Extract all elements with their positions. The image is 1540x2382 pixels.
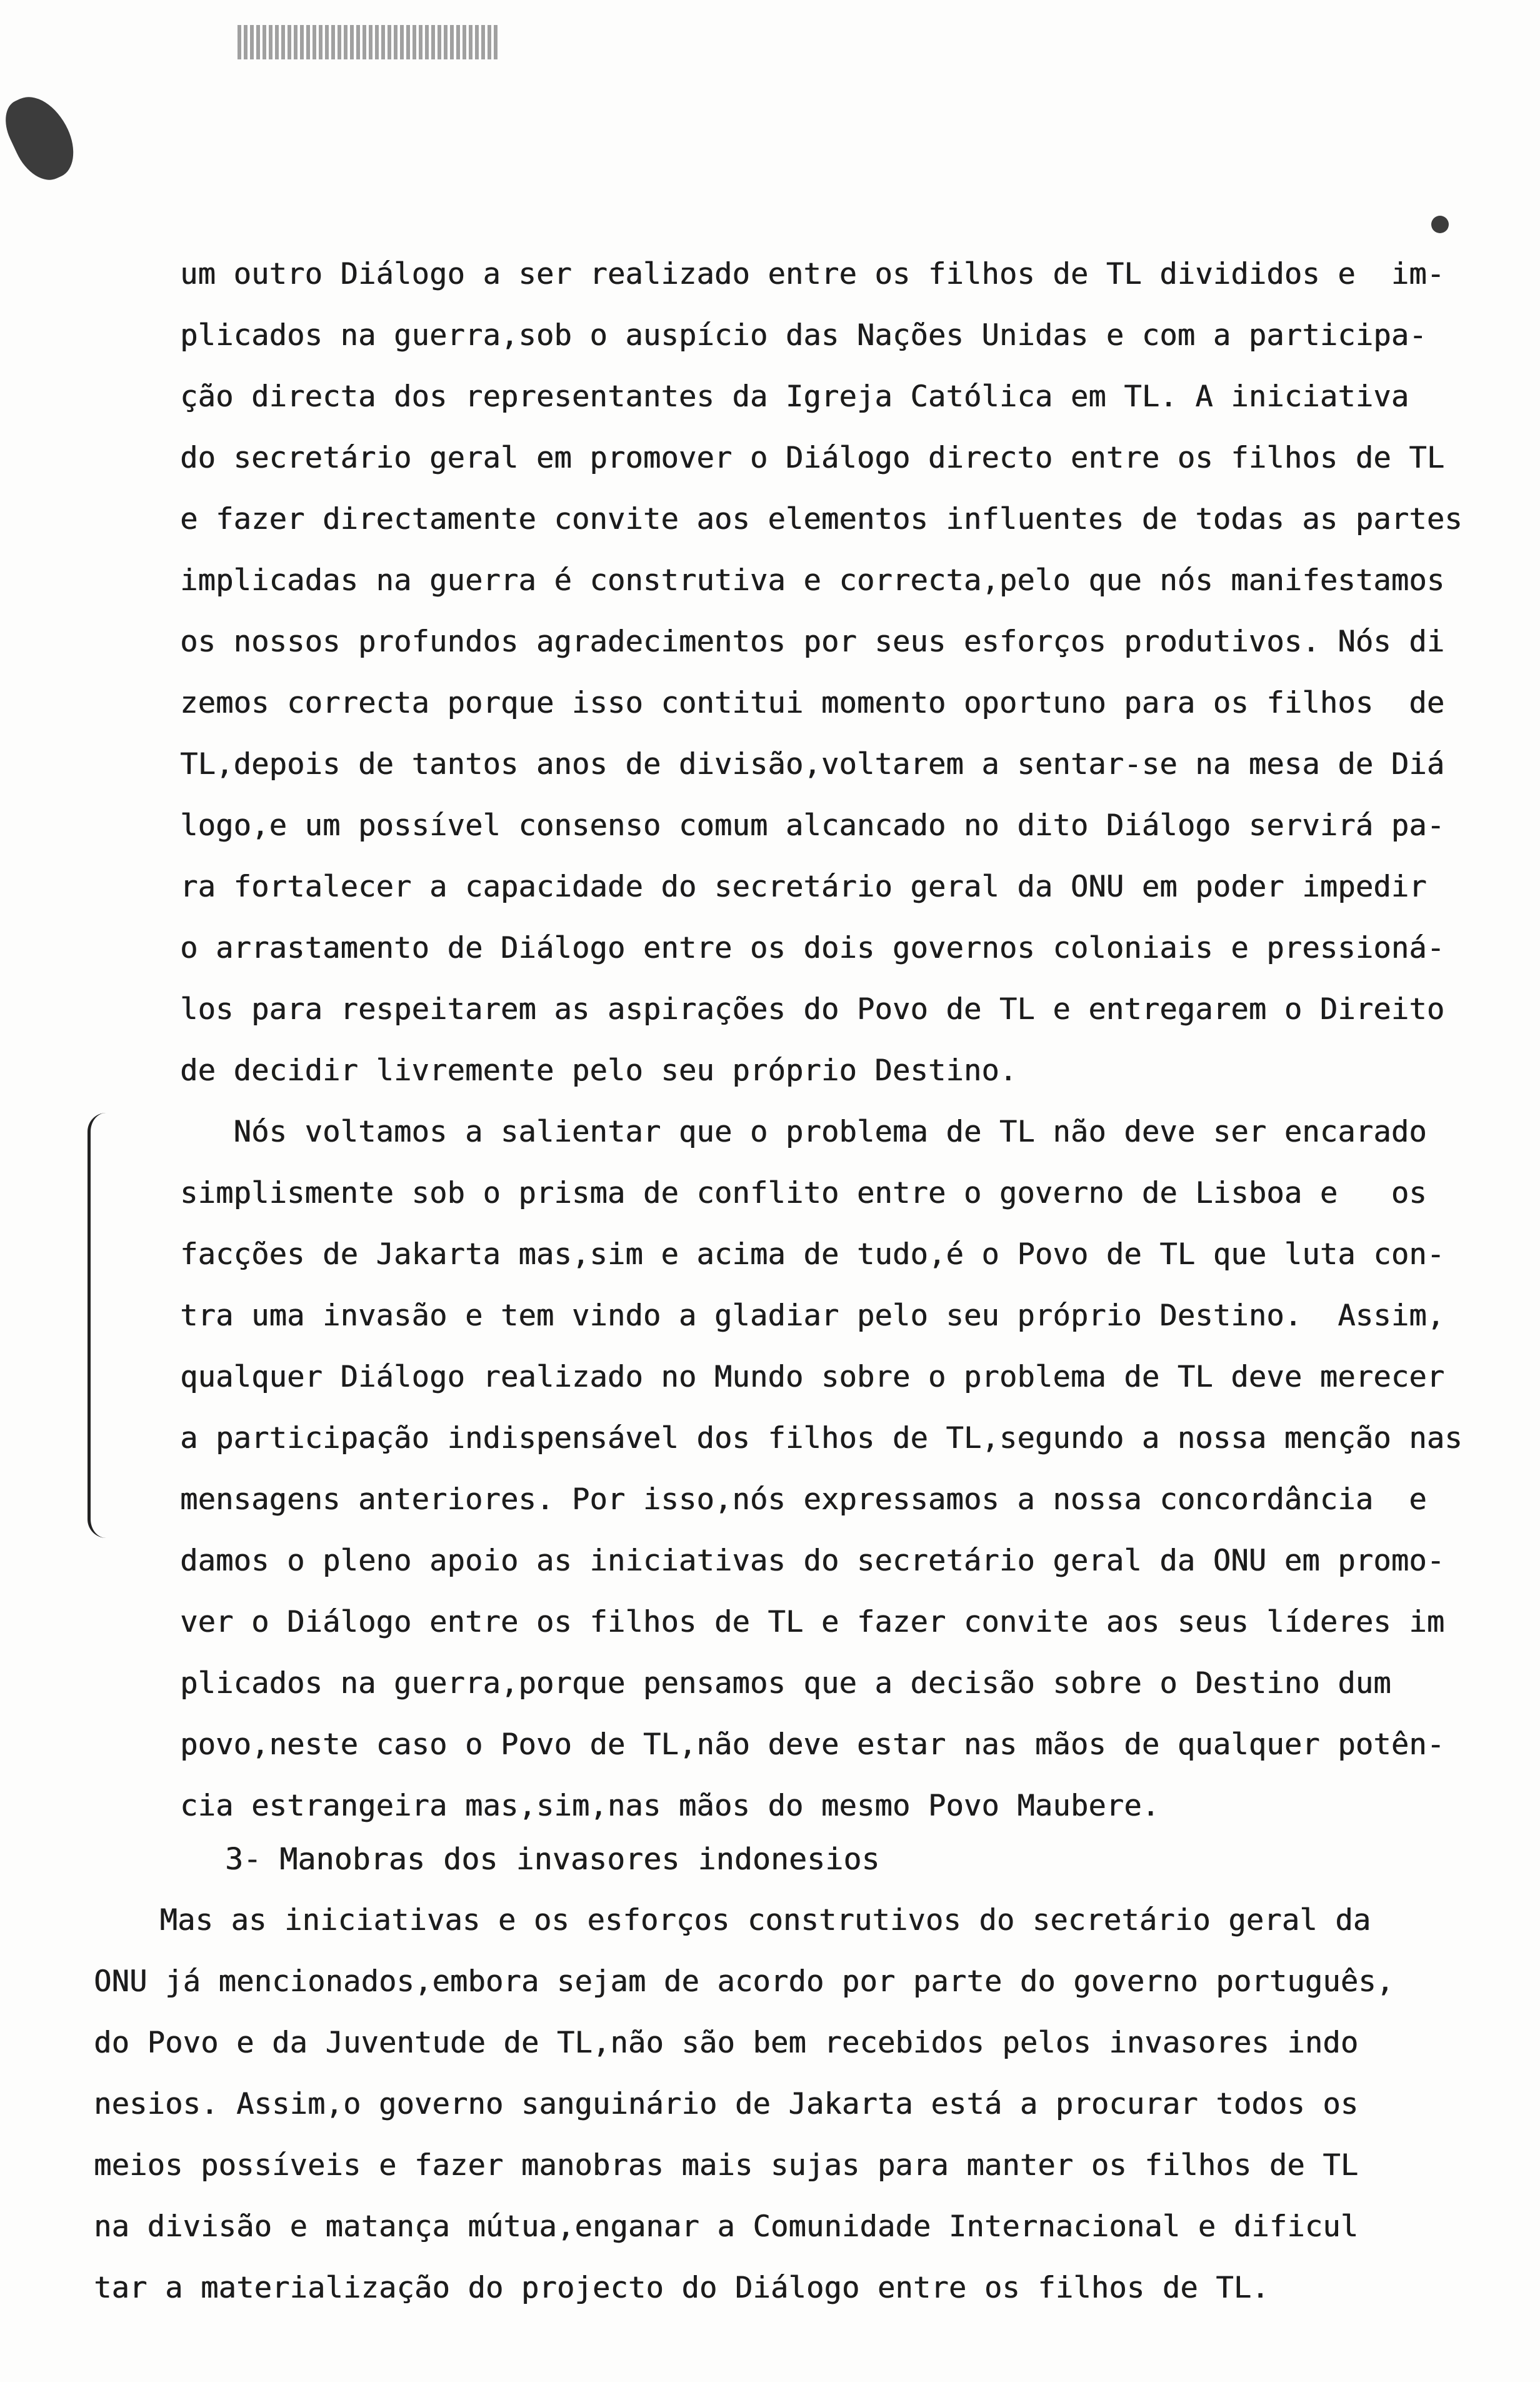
text-line: TL,depois de tantos anos de divisão,voltarem a sentar-se na mesa de Diá (180, 747, 1445, 781)
text-line: de decidir livremente pelo seu próprio Destino. (180, 1053, 1018, 1088)
section-heading: 3- Manobras dos invasores indonesios (225, 1842, 880, 1877)
text-line: tar a materialização do projecto do Diálogo entre os filhos de TL. (94, 2271, 1269, 2305)
text-line: um outro Diálogo a ser realizado entre os filhos de TL divididos e im- (180, 257, 1445, 291)
text-line: los para respeitarem as aspirações do Povo de TL e entregarem o Direito (180, 992, 1445, 1027)
text-line: zemos correcta porque isso contitui momento oportuno para os filhos de (180, 686, 1445, 720)
scan-artifact-dot (1431, 216, 1449, 233)
text-line: ONU já mencionados,embora sejam de acordo por parte do governo português, (94, 1964, 1394, 1999)
text-line: mensagens anteriores. Por isso,nós expressamos a nossa concordância e (180, 1482, 1427, 1517)
text-line: o arrastamento de Diálogo entre os dois governos coloniais e pressioná- (180, 931, 1445, 965)
text-line: os nossos profundos agradecimentos por seus esforços produtivos. Nós di (180, 625, 1445, 659)
margin-bracket-mark (88, 1113, 116, 1538)
text-line: e fazer directamente convite aos elementos influentes de todas as partes (180, 502, 1462, 536)
text-line: facções de Jakarta mas,sim e acima de tudo,é o Povo de TL que luta con- (180, 1237, 1445, 1272)
text-line: ver o Diálogo entre os filhos de TL e fazer convite aos seus líderes im (180, 1605, 1445, 1639)
text-line: plicados na guerra,sob o auspício das Nações Unidas e com a participa- (180, 318, 1427, 353)
text-line: plicados na guerra,porque pensamos que a decisão sobre o Destino dum (180, 1666, 1391, 1701)
text-line: cia estrangeira mas,sim,nas mãos do mesmo Povo Maubere. (180, 1789, 1160, 1823)
text-line: damos o pleno apoio as iniciativas do secretário geral da ONU em promo- (180, 1544, 1445, 1578)
text-line: povo,neste caso o Povo de TL,não deve estar nas mãos de qualquer potên- (180, 1727, 1445, 1762)
text-line: Mas as iniciativas e os esforços construtivos do secretário geral da (106, 1903, 1371, 1937)
text-line: na divisão e matança mútua,enganar a Comunidade Internacional e dificul (94, 2209, 1359, 2244)
text-line: qualquer Diálogo realizado no Mundo sobre o problema de TL deve merecer (180, 1360, 1445, 1394)
scan-artifact-top (238, 25, 500, 59)
text-line: a participação indispensável dos filhos de TL,segundo a nossa menção nas (180, 1421, 1462, 1455)
text-line: do Povo e da Juventude de TL,não são bem recebidos pelos invasores indo (94, 2026, 1359, 2060)
text-line: Nós voltamos a salientar que o problema de TL não deve ser encarado (180, 1115, 1427, 1149)
text-line: tra uma invasão e tem vindo a gladiar pelo seu próprio Destino. Assim, (180, 1299, 1445, 1333)
text-line: implicadas na guerra é construtiva e correcta,pelo que nós manifestamos (180, 563, 1445, 598)
text-line: meios possíveis e fazer manobras mais sujas para manter os filhos de TL (94, 2148, 1359, 2183)
text-line: simplismente sob o prisma de conflito entre o governo de Lisboa e os (180, 1176, 1427, 1210)
text-line: ção directa dos representantes da Igreja Católica em TL. A iniciativa (180, 379, 1409, 414)
text-line: logo,e um possível consenso comum alcancado no dito Diálogo servirá pa- (180, 808, 1445, 843)
text-line: ra fortalecer a capacidade do secretário geral da ONU em poder impedir (180, 870, 1427, 904)
text-line: nesios. Assim,o governo sanguinário de Jakarta está a procurar todos os (94, 2087, 1359, 2121)
text-line: do secretário geral em promover o Diálogo directo entre os filhos de TL (180, 441, 1445, 475)
scan-artifact-corner (0, 86, 84, 189)
